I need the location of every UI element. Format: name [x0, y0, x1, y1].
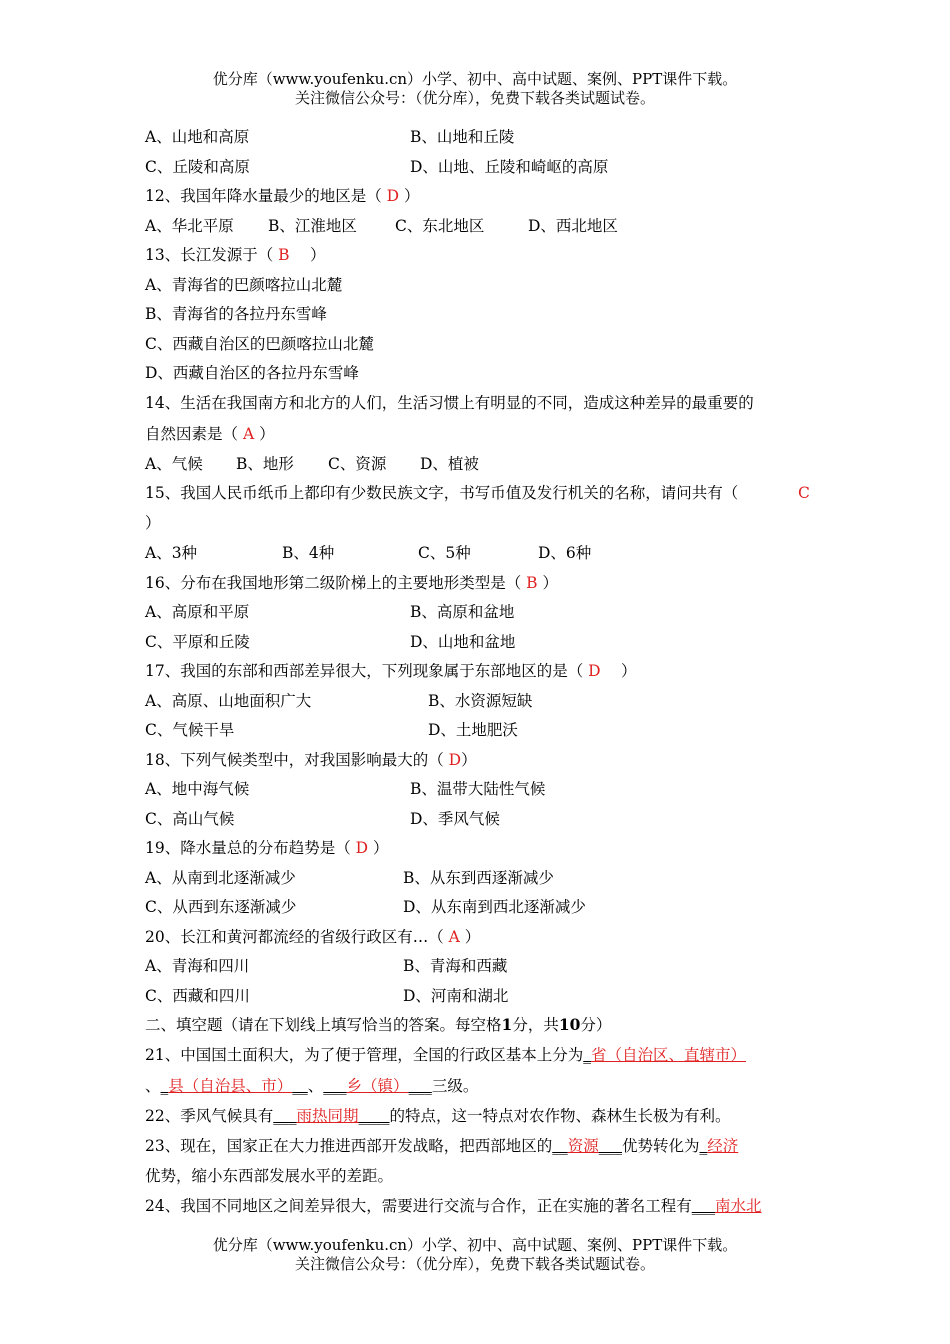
option: B、水资源短缺 — [428, 692, 533, 710]
question-23: 23、现在，国家正在大力推进西部开发战略，把西部地区的__资源___优势转化为_经济 — [145, 1137, 739, 1155]
option: C、气候干旱 — [145, 721, 235, 739]
option: C、资源 — [328, 455, 387, 473]
option: A、青海和四川 — [145, 957, 250, 975]
question-14-cont: 自然因素是（ A ） — [145, 425, 275, 443]
answer: D — [588, 662, 601, 680]
answer: A — [242, 425, 255, 443]
answer: D — [355, 839, 369, 857]
option: D、河南和湖北 — [403, 987, 509, 1005]
option: A、气候 — [145, 455, 203, 473]
answer: D — [386, 187, 400, 205]
option: D、植被 — [420, 455, 479, 473]
option: D、西北地区 — [528, 217, 618, 235]
option: C、丘陵和高原 — [145, 158, 250, 176]
question-15: 15、我国人民币纸币上都印有少数民族文字，书写币值及发行机关的名称，请问共有（ C — [145, 484, 810, 502]
option: A、青海省的巴颜喀拉山北麓 — [145, 276, 343, 294]
question-20: 20、长江和黄河都流经的省级行政区有…（ A ） — [145, 928, 481, 946]
option: B、地形 — [236, 455, 294, 473]
option: A、从南到北逐渐减少 — [145, 869, 296, 887]
option: C、平原和丘陵 — [145, 633, 250, 651]
option: A、华北平原 — [145, 217, 234, 235]
header-line-2: 关注微信公众号：（优分库），免费下载各类试题试卷。 — [294, 89, 655, 107]
header-line-1: 优分库（www.youfenku.cn）小学、初中、高中试题、案例、PPT课件下载。 — [212, 70, 738, 88]
option: B、青海省的各拉丹东雪峰 — [145, 305, 327, 323]
answer: C — [798, 484, 810, 502]
option: D、山地、丘陵和崎岖的高原 — [410, 158, 609, 176]
answer-blank: 雨热同期 — [296, 1107, 359, 1125]
option: D、土地肥沃 — [428, 721, 518, 739]
option: C、从西到东逐渐减少 — [145, 898, 297, 916]
option: A、高原、山地面积广大 — [145, 692, 312, 710]
answer-blank: 省（自治区、直辖市） — [590, 1046, 746, 1064]
option: B、温带大陆性气候 — [410, 780, 546, 798]
answer-blank: 南水北 — [714, 1197, 762, 1215]
question-15-cont: ） — [145, 514, 161, 532]
option: B、山地和丘陵 — [410, 128, 515, 146]
answer-blank: 经济 — [707, 1137, 739, 1155]
option: A、3种 — [145, 544, 198, 562]
question-22: 22、季风气候具有___雨热同期____的特点，这一特点对农作物、森林生长极为有利。 — [145, 1107, 731, 1125]
option: B、高原和盆地 — [410, 603, 515, 621]
question-17: 17、我国的东部和西部差异很大，下列现象属于东部地区的是（ D ） — [145, 662, 637, 680]
option: A、地中海气候 — [145, 780, 250, 798]
option: D、山地和盆地 — [410, 633, 516, 651]
option: C、高山气候 — [145, 810, 235, 828]
question-16: 16、分布在我国地形第二级阶梯上的主要地形类型是（ B ） — [145, 574, 558, 592]
footer-line-1: 优分库（www.youfenku.cn）小学、初中、高中试题、案例、PPT课件下载。 — [212, 1236, 738, 1254]
option: C、东北地区 — [395, 217, 485, 235]
question-13: 13、长江发源于（ B ） — [145, 246, 326, 264]
question-19: 19、降水量总的分布趋势是（ D ） — [145, 839, 389, 857]
option: B、青海和西藏 — [403, 957, 508, 975]
option: A、高原和平原 — [145, 603, 250, 621]
option: B、4种 — [282, 544, 335, 562]
option: D、从东南到西北逐渐减少 — [403, 898, 586, 916]
answer: D — [448, 751, 462, 769]
option: A、山地和高原 — [145, 128, 250, 146]
option: D、6种 — [538, 544, 592, 562]
question-24: 24、我国不同地区之间差异很大，需要进行交流与合作，正在实施的著名工程有___南水北 — [145, 1197, 762, 1215]
question-18: 18、下列气候类型中，对我国影响最大的（ D） — [145, 751, 477, 769]
answer: B — [526, 574, 538, 592]
section-heading: 二、填空题（请在下划线上填写恰当的答案。每空格1分，共10分） — [145, 1015, 612, 1034]
answer-blank: 县（自治县、市） — [168, 1077, 293, 1095]
answer: B — [278, 246, 290, 264]
question-21-cont: 、_县（自治县、市）__、___乡（镇）___三级。 — [145, 1077, 479, 1095]
option: C、5种 — [418, 544, 471, 562]
option: C、西藏自治区的巴颜喀拉山北麓 — [145, 335, 374, 353]
answer-blank: 乡（镇） — [346, 1077, 409, 1095]
option: B、从东到西逐渐减少 — [403, 869, 554, 887]
footer-line-2: 关注微信公众号：（优分库），免费下载各类试题试卷。 — [294, 1255, 655, 1273]
question-21: 21、中国国土面积大，为了便于管理，全国的行政区基本上分为​_省（自治区、直辖市） — [145, 1046, 746, 1064]
question-12: 12、我国年降水量最少的地区是（ D ） — [145, 187, 420, 205]
option: D、季风气候 — [410, 810, 500, 828]
answer: A — [448, 928, 460, 946]
option: D、西藏自治区的各拉丹东雪峰 — [145, 364, 359, 382]
answer-blank: 资源 — [567, 1137, 599, 1155]
option: B、江淮地区 — [268, 217, 357, 235]
question-23-cont: 优势，缩小东西部发展水平的差距。 — [145, 1167, 394, 1185]
question-14: 14、生活在我国南方和北方的人们，生活习惯上有明显的不同，造成这种差异的最重要的 — [145, 394, 754, 412]
option: C、西藏和四川 — [145, 987, 250, 1005]
